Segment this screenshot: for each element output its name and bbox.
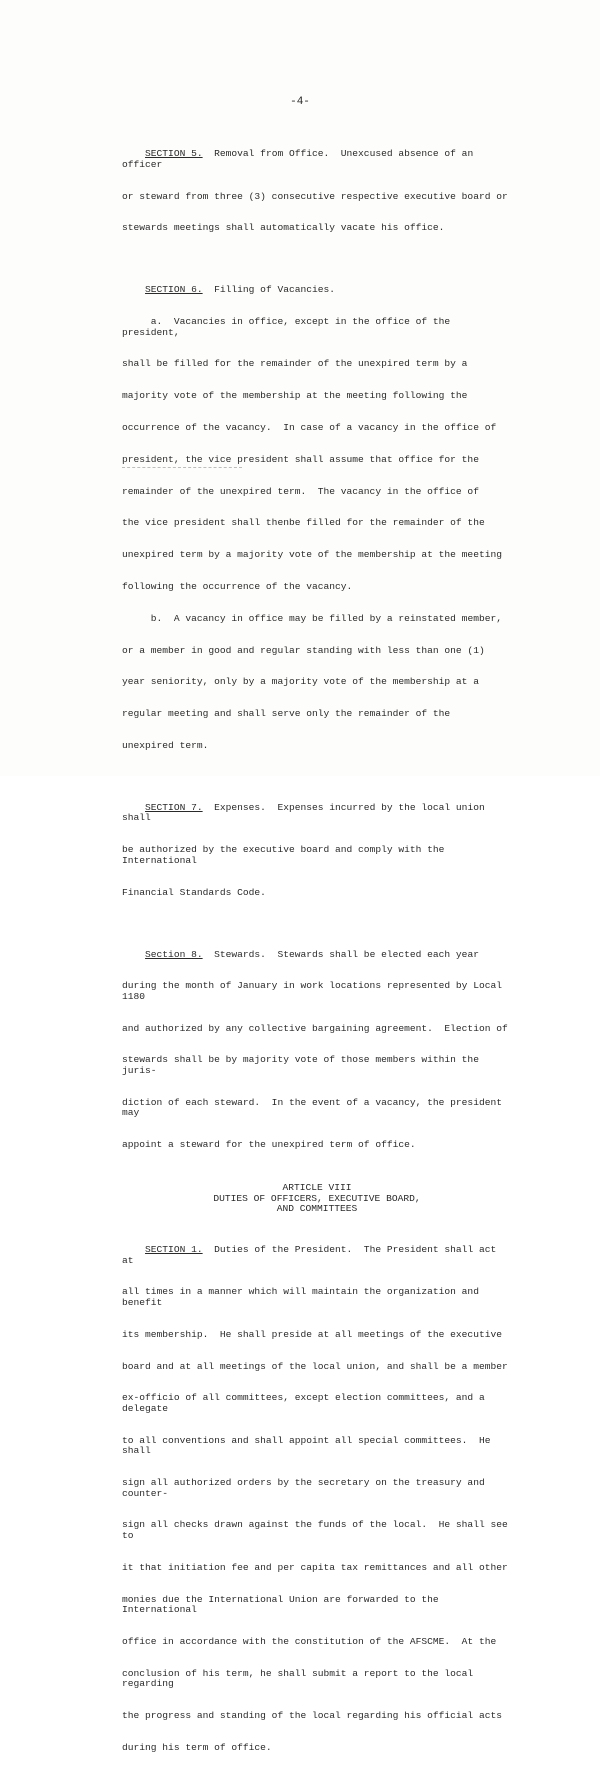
section-7-title: Expenses. Expenses incurred by the local union shall bbox=[122, 801, 491, 824]
article-section-1-heading: SECTION 1. bbox=[145, 1243, 203, 1255]
section-6-line-6: remainder of the unexpired term. The vacancy in the office of bbox=[122, 485, 479, 497]
article-section-1-line-12: the progress and standing of the local regarding his official acts bbox=[122, 1710, 502, 1722]
section-7-line-2: Financial Standards Code. bbox=[122, 886, 266, 898]
section-5-line-2: stewards meetings shall automatically vacate his office. bbox=[122, 222, 445, 234]
section-6-line-13: regular meeting and shall serve only the remainder of the bbox=[122, 708, 451, 720]
article-title: ARTICLE VIII bbox=[282, 1182, 352, 1193]
article-section-1-first-line bbox=[122, 1245, 512, 1266]
section-8-line-2: and authorized by any collective bargaining agreement. Election of bbox=[122, 1022, 508, 1034]
article-section-1-line-9: monies due the International Union are forwarded to the International bbox=[122, 1593, 445, 1616]
section-6-heading: SECTION 6. bbox=[145, 284, 203, 296]
section-6-line-2: shall be filled for the remainder of the unexpired term by a bbox=[122, 358, 468, 370]
section-6-line-5: president, the vice president shall assume that office for the bbox=[122, 453, 479, 465]
section-8-heading: Section 8. bbox=[145, 948, 203, 960]
section-8-first-line bbox=[122, 950, 512, 961]
section-5-line-1: or steward from three (3) consecutive respective executive board or bbox=[122, 190, 508, 202]
article-section-1-line-10: office in accordance with the constitution of the AFSCME. At the bbox=[122, 1635, 497, 1647]
article-section-1-line-13: during his term of office. bbox=[122, 1741, 272, 1753]
section-7-line-1: be authorized by the executive board and comply with the International bbox=[122, 844, 451, 866]
article-section-1-line-11: conclusion of his term, he shall submit a report to the local regarding bbox=[122, 1667, 479, 1690]
article-section-1 bbox=[122, 1224, 512, 1775]
section-5-heading: SECTION 5. bbox=[145, 148, 203, 160]
document-body bbox=[122, 128, 512, 1775]
section-5-first-line bbox=[122, 149, 512, 170]
section-8-title: Stewards. Stewards shall be elected each year bbox=[202, 948, 479, 960]
section-7-first-line bbox=[122, 803, 512, 824]
section-7-heading: SECTION 7. bbox=[145, 801, 203, 813]
section-6-line-14: unexpired term. bbox=[122, 739, 209, 751]
section-6-line-8: unexpired term by a majority vote of the membership at the meeting bbox=[122, 549, 502, 561]
section-6-line-3: majority vote of the membership at the meeting following the bbox=[122, 390, 468, 402]
section-8 bbox=[122, 928, 512, 1172]
section-6-line-7: the vice president shall thenbe filled for the remainder of the bbox=[122, 517, 485, 529]
section-5-title: Removal from Office. Unexcused absence of an officer bbox=[122, 148, 479, 170]
section-6-line-9: following the occurrence of the vacancy. bbox=[122, 580, 353, 592]
section-6-line-10: b. A vacancy in office may be filled by a reinstated member, bbox=[122, 612, 502, 624]
article-section-1-line-7: sign all checks drawn against the funds of the local. He shall see to bbox=[122, 1519, 514, 1541]
section-6 bbox=[122, 264, 512, 773]
section-8-line-3: stewards shall be by majority vote of those members within the juris- bbox=[122, 1054, 485, 1077]
article-subtitle-1: DUTIES OF OFFICERS, EXECUTIVE BOARD, bbox=[213, 1192, 421, 1204]
section-8-line-1: during the month of January in work locations represented by Local 1180 bbox=[122, 980, 508, 1002]
article-section-1-line-3: board and at all meetings of the local union, and shall be a member bbox=[122, 1360, 508, 1372]
section-6-line-1: a. Vacancies in office, except in the office of the president, bbox=[122, 316, 456, 338]
page-number: -4- bbox=[290, 96, 310, 108]
section-5 bbox=[122, 128, 512, 255]
section-6-line-4: occurrence of the vacancy. In case of a vacancy in the office of bbox=[122, 422, 497, 434]
section-7 bbox=[122, 782, 512, 920]
article-heading bbox=[122, 1183, 512, 1215]
section-8-line-5: appoint a steward for the unexpired term of office. bbox=[122, 1139, 416, 1151]
article-section-1-line-4: ex-officio of all committees, except election committees, and a delegate bbox=[122, 1392, 491, 1414]
article-section-1-title: Duties of the President. The President shall act at bbox=[122, 1243, 502, 1266]
section-6-line-12: year seniority, only by a majority vote of the membership at a bbox=[122, 676, 479, 688]
section-6-first-line bbox=[122, 285, 512, 296]
article-section-1-line-1: all times in a manner which will maintain the organization and benefit bbox=[122, 1286, 485, 1308]
article-section-1-line-2: its membership. He shall preside at all meetings of the executive bbox=[122, 1328, 502, 1340]
section-6-line-11: or a member in good and regular standing with less than one (1) bbox=[122, 644, 485, 656]
section-6-title: Filling of Vacancies. bbox=[202, 284, 336, 296]
article-section-1-line-5: to all conventions and shall appoint all special committees. He shall bbox=[122, 1434, 497, 1457]
article-section-1-line-6: sign all authorized orders by the secretary on the treasury and counter- bbox=[122, 1477, 491, 1499]
scan-dashed-rule bbox=[122, 467, 242, 468]
section-8-line-4: diction of each steward. In the event of a vacancy, the president may bbox=[122, 1096, 508, 1119]
article-subtitle-2: AND COMMITTEES bbox=[276, 1203, 358, 1215]
article-section-1-line-8: it that initiation fee and per capita tax remittances and all other bbox=[122, 1561, 508, 1573]
